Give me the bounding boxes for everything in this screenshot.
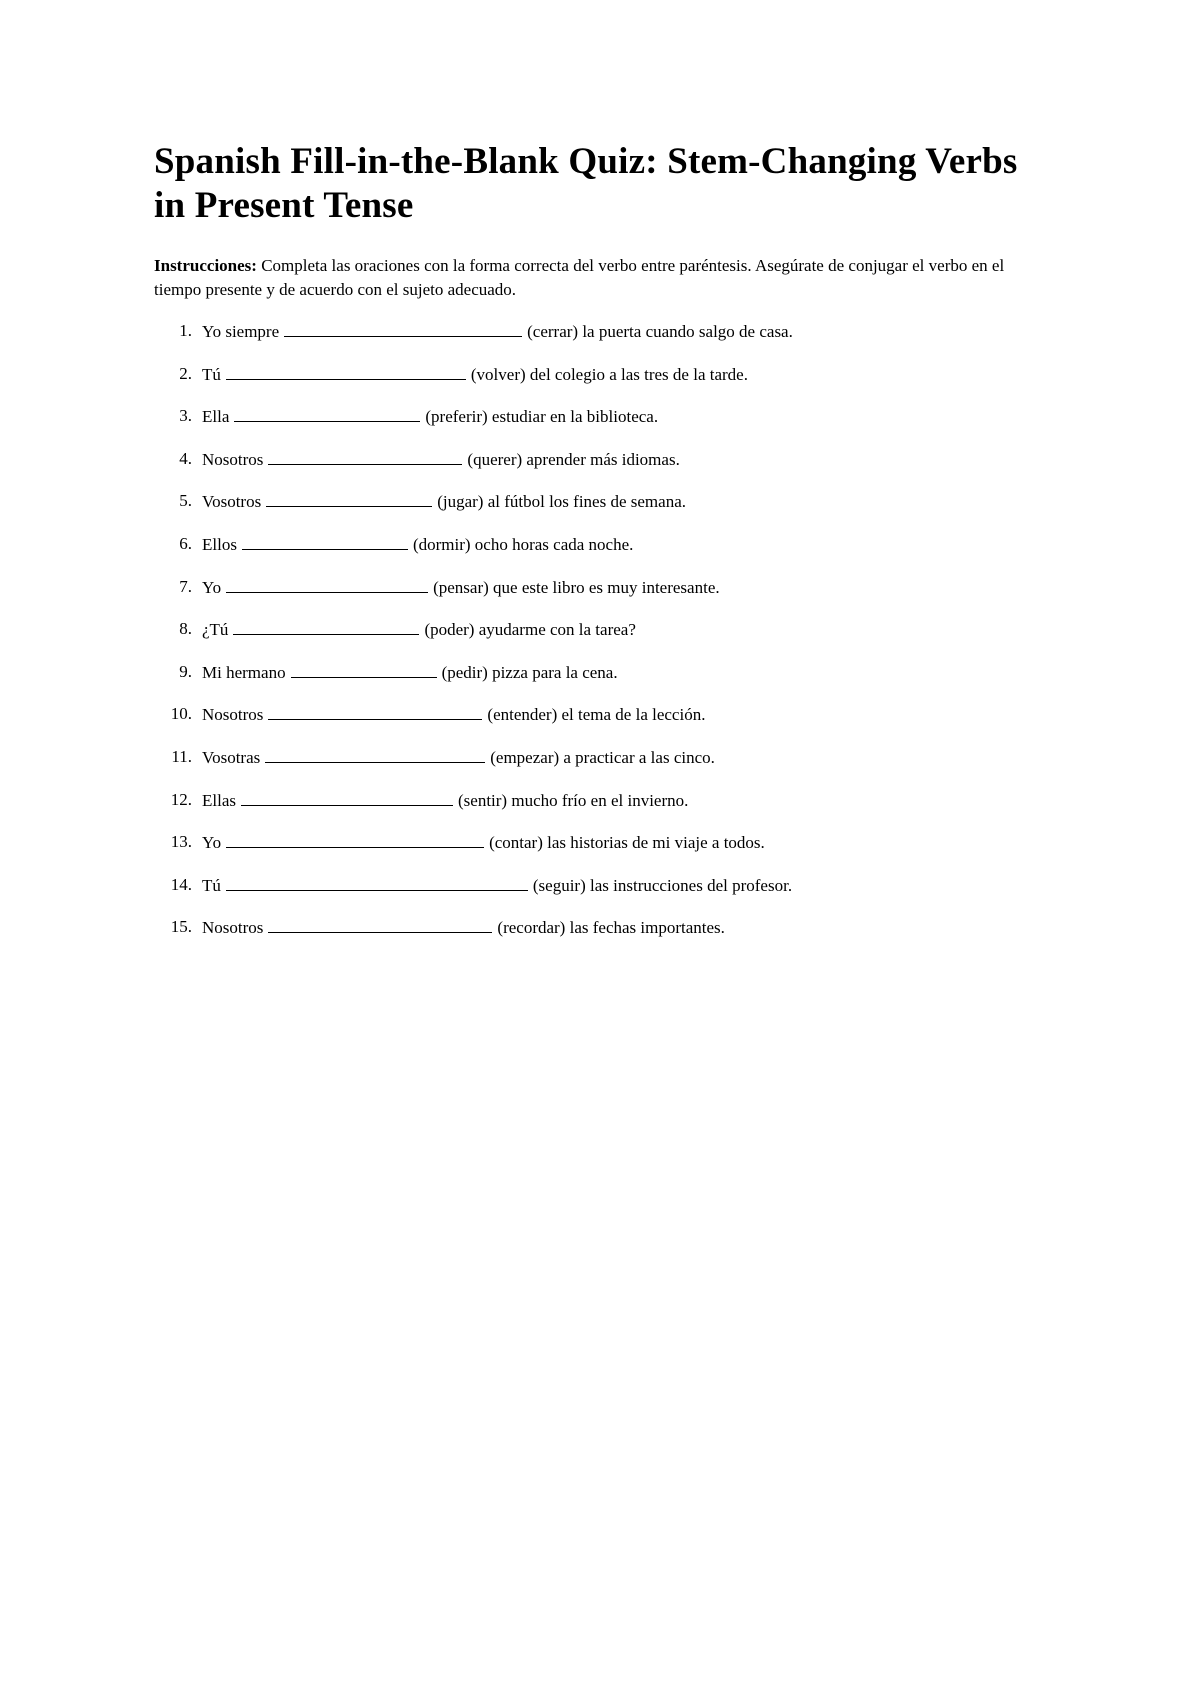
question-number: 12.: [170, 789, 192, 809]
question-number: 2.: [179, 363, 192, 383]
question-item: [154, 830, 1054, 873]
question-subject: Ellas: [202, 790, 236, 810]
question-item: [154, 915, 1054, 958]
question-rest: (recordar) las fechas importantes.: [497, 918, 725, 938]
question-text: [192, 447, 680, 472]
question-rest: (poder) ayudarme con la tarea?: [424, 620, 636, 640]
question-text: [192, 404, 658, 429]
question-rest: (querer) aprender más idiomas.: [467, 449, 680, 469]
question-subject: Yo siempre: [202, 322, 280, 341]
question-number: 10.: [170, 704, 192, 724]
question-number: 7.: [179, 576, 192, 596]
question-subject: Ella: [202, 407, 230, 427]
question-number: 4.: [179, 448, 192, 468]
question-item: [154, 319, 1054, 362]
question-number: 5.: [179, 491, 192, 511]
instructions-paragraph: [154, 254, 1054, 302]
question-subject: Nosotros: [202, 705, 264, 725]
question-text: [192, 745, 715, 770]
answer-blank[interactable]: [291, 660, 437, 678]
question-text: [192, 702, 705, 727]
answer-blank[interactable]: [266, 489, 432, 507]
question-rest: (pedir) pizza para la cena.: [441, 662, 618, 682]
question-item: [154, 575, 1054, 618]
question-item: [154, 362, 1054, 405]
question-text: [192, 788, 688, 813]
question-item: [154, 745, 1054, 788]
question-item: [154, 404, 1054, 447]
question-rest: (entender) el tema de la lección.: [487, 705, 706, 725]
answer-blank[interactable]: [268, 915, 492, 933]
question-subject: Tú: [202, 875, 221, 895]
question-subject: Nosotros: [202, 449, 264, 469]
answer-blank[interactable]: [226, 830, 484, 848]
question-item: [154, 788, 1054, 831]
question-item: [154, 617, 1054, 660]
question-subject: Nosotros: [202, 918, 264, 938]
question-text: [192, 362, 748, 387]
question-text: [192, 319, 793, 344]
answer-blank[interactable]: [241, 788, 453, 806]
question-number: 3.: [179, 406, 192, 426]
question-subject: Yo: [202, 577, 222, 597]
question-text: [192, 617, 636, 642]
answer-blank[interactable]: [226, 362, 466, 380]
question-text: [192, 660, 618, 685]
question-item: [154, 489, 1054, 532]
question-text: [192, 873, 792, 898]
answer-blank[interactable]: [265, 745, 485, 763]
question-rest: (empezar) a practicar a las cinco.: [490, 747, 715, 767]
instructions-label: Instrucciones:: [154, 256, 257, 275]
question-text: [192, 915, 725, 940]
question-number: 14.: [170, 874, 192, 894]
question-number: 15.: [170, 917, 192, 937]
question-number: 11.: [171, 746, 192, 766]
question-subject: Mi hermano: [202, 662, 286, 682]
question-number: 8.: [179, 619, 192, 639]
answer-blank[interactable]: [234, 404, 420, 422]
answer-blank[interactable]: [284, 319, 522, 337]
question-subject: Yo: [202, 833, 222, 853]
question-subject: Vosotras: [202, 747, 261, 767]
question-subject: Ellos: [202, 534, 237, 554]
question-number: 13.: [170, 832, 192, 852]
question-text: [192, 830, 765, 855]
question-text: [192, 489, 686, 514]
answer-blank[interactable]: [268, 447, 462, 465]
question-item: [154, 702, 1054, 745]
page-title: Spanish Fill-in-the-Blank Quiz: Stem-Changing Verbs in Present Tense: [154, 141, 1018, 226]
question-item: [154, 447, 1054, 490]
question-number: 9.: [179, 661, 192, 681]
question-rest: (pensar) que este libro es muy interesante.: [433, 577, 720, 597]
answer-blank[interactable]: [226, 873, 528, 891]
question-rest: (contar) las historias de mi viaje a todos.: [489, 833, 765, 853]
instructions-text: Completa las oraciones con la forma correcta del verbo entre paréntesis. Asegúrate de conjugar el verbo en el tiempo presente y de acuerdo con el sujeto adecuado.: [154, 256, 1005, 299]
question-item: [154, 873, 1054, 916]
question-item: [154, 532, 1054, 575]
question-item: [154, 660, 1054, 703]
question-rest: (dormir) ocho horas cada noche.: [412, 534, 634, 554]
question-rest: (seguir) las instrucciones del profesor.: [532, 875, 793, 895]
question-subject: Vosotros: [202, 492, 262, 512]
answer-blank[interactable]: [233, 617, 419, 635]
question-number: 1.: [179, 321, 192, 340]
answer-blank[interactable]: [226, 575, 428, 593]
question-rest: (jugar) al fútbol los fines de semana.: [437, 492, 686, 512]
question-rest: (volver) del colegio a las tres de la tarde.: [470, 364, 748, 384]
question-subject: ¿Tú: [202, 620, 229, 640]
question-rest: (cerrar) la puerta cuando salgo de casa.: [527, 322, 793, 341]
question-rest: (sentir) mucho frío en el invierno.: [458, 790, 689, 810]
answer-blank[interactable]: [242, 532, 408, 550]
question-list: [154, 319, 1054, 958]
quiz-document: [154, 140, 1054, 958]
question-number: 6.: [179, 533, 192, 553]
question-rest: (preferir) estudiar en la biblioteca.: [425, 407, 659, 427]
question-text: [192, 532, 633, 557]
question-subject: Tú: [202, 364, 221, 384]
question-text: [192, 575, 720, 600]
answer-blank[interactable]: [268, 702, 482, 720]
